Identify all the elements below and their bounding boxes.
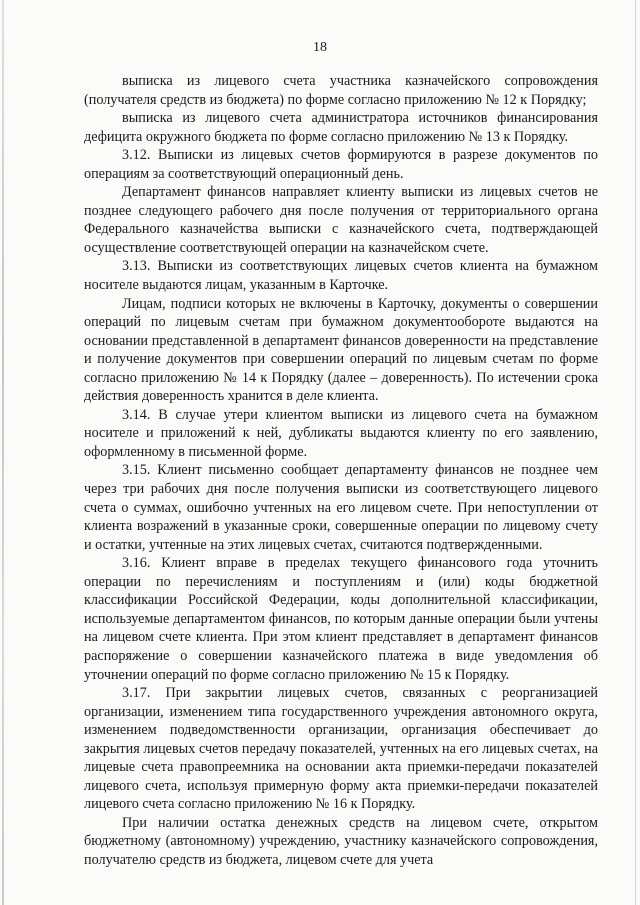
scan-right-edge [635, 0, 636, 905]
paragraph: 3.15. Клиент письменно сообщает департаменту финансов не позднее чем через три рабочих дня после получения выписки из соответствующего лицевого счета о суммах, ошибочно учтенных на его лицевом счете. При непоступлении от клиента возражений в указанные сроки, совершенные операции по лицевому счету и остатки, учтенные на этих лицевых счетах, считаются подтвержденными. [84, 462, 598, 553]
scan-left-edge [2, 0, 4, 905]
paragraph: 3.13. Выписки из соответствующих лицевых счетов клиента на бумажном носителе выдаются лицам, указанным в Карточке. [84, 258, 598, 294]
paragraph: Департамент финансов направляет клиенту выписки из лицевых счетов не позднее следующего рабочего дня после получения от территориального органа Федерального казначейства выписки с казначейского счета, подтверждающей осуществление соответствующей операции на казначейском счете. [84, 184, 598, 256]
paragraph: 3.12. Выписки из лицевых счетов формируются в разрезе документов по операциям за соответствующий операционный день. [84, 147, 598, 182]
paragraph: Лицам, подписи которых не включены в Карточку, документы о совершении операций по лицевым счетам при бумажном документообороте выдаются на основании представленной в департамент финансов доверенности на представление и получение документов при совершении операций по лицевым счетам по форме согласно приложению № 14 к Порядку (далее – доверенность). По истечении срока действия доверенность хранится в деле клиента. [84, 295, 598, 405]
page-number: 18 [313, 40, 327, 55]
document-body [84, 72, 598, 870]
paragraph: 3.16. Клиент вправе в пределах текущего финансового года уточнить операции по перечислениям и поступлениям и (или) коды бюджетной классификации Российской Федерации, коды дополнительной классификации, используемые департаментом финансов, по которым данные операции были учтены на лицевом счете клиента. При этом клиент представляет в департамент финансов распоряжение о совершении казначейского платежа в виде уведомления об уточнении операций по форме согласно приложению № 15 к Порядку. [84, 555, 598, 683]
paragraph: 3.17. При закрытии лицевых счетов, связанных с реорганизацией организации, изменением типа государственного учреждения автономного округа, изменением подведомственности организации, организация обеспечивает до закрытия лицевых счетов передачу показателей, учтенных на его лицевых счетах, на лицевые счета правопреемника на основании акта приемки-передачи показателей лицевого счета, используя примерную форму акта приемки-передачи показателей лицевого счета согласно приложению № 16 к Порядку. [84, 685, 598, 813]
paragraph: При наличии остатка денежных средств на лицевом счете, открытом бюджетному (автономному) учреждению, участнику казначейского сопровождения, получателю средств из бюджета, лицевом счете для учета [84, 814, 598, 868]
paragraph: выписка из лицевого счета участника казначейского сопровождения (получателя средств из бюджета) по форме согласно приложению № 12 к Порядку; [84, 73, 598, 108]
paragraph: 3.14. В случае утери клиентом выписки из лицевого счета на бумажном носителе и приложений к ней, дубликаты выдаются клиенту по его заявлению, оформленному в письменной форме. [84, 406, 598, 460]
paragraph: выписка из лицевого счета администратора источников финансирования дефицита окружного бюджета по форме согласно приложению № 13 к Порядку. [84, 110, 598, 145]
